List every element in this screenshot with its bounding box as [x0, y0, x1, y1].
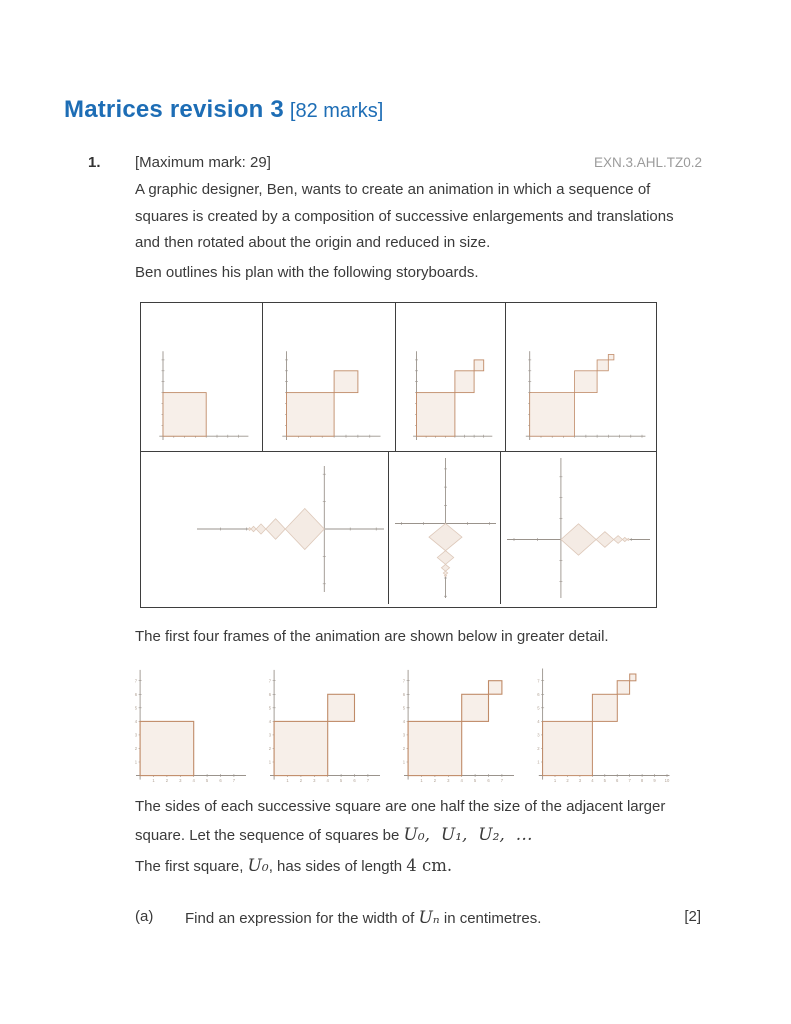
svg-text:7: 7: [366, 778, 370, 783]
svg-text:3: 3: [578, 778, 582, 783]
svg-text:2: 2: [268, 746, 272, 751]
svg-text:7: 7: [268, 678, 272, 684]
svg-text:5: 5: [603, 778, 606, 783]
storyboard-cell-4: [506, 303, 656, 451]
svg-text:6: 6: [219, 778, 222, 783]
sides-line-2-text: square. Let the sequence of squares be: [135, 827, 404, 844]
svg-text:2: 2: [537, 746, 540, 751]
animation-frame-1-figure: [130, 655, 252, 785]
svg-text:3: 3: [179, 778, 182, 783]
storyboard-cell-7: [501, 452, 656, 604]
svg-text:5: 5: [473, 778, 477, 783]
u0-math: U₀: [247, 856, 269, 876]
page-title: [64, 88, 383, 125]
svg-text:4: 4: [537, 719, 540, 724]
storyboard-cell-2: [263, 303, 396, 451]
svg-text:1: 1: [134, 759, 138, 765]
first-square-text: The first square,: [135, 858, 248, 875]
storyboard-frame-7-figure: [507, 458, 650, 598]
storyboard-caption: Ben outlines his plan with the following storyboards.: [135, 264, 479, 281]
sides-line-2: [135, 821, 665, 850]
svg-text:1: 1: [553, 778, 557, 783]
question-header: [88, 154, 702, 174]
part-a-prefix: Find an expression for the width of: [185, 910, 419, 927]
un-math: Uₙ: [418, 908, 440, 928]
svg-text:6: 6: [537, 691, 540, 697]
svg-text:5: 5: [205, 778, 209, 783]
intro-line: and then rotated about the origin and reduced in size.: [135, 234, 491, 251]
frames-caption: The first four frames of the animation are shown below in greater detail.: [135, 628, 609, 645]
svg-text:4: 4: [192, 778, 195, 783]
svg-text:6: 6: [353, 778, 356, 783]
sequence-math: U₀, U₁, U₂, …: [403, 825, 533, 845]
svg-text:7: 7: [134, 678, 138, 684]
part-a-label: (a): [135, 908, 154, 925]
svg-text:2: 2: [402, 746, 406, 751]
svg-text:2: 2: [566, 778, 569, 783]
question-intro-paragraph: [135, 177, 674, 257]
max-mark-label: [Maximum mark: 29]: [135, 154, 271, 171]
svg-text:4: 4: [591, 778, 594, 783]
svg-text:2: 2: [433, 778, 437, 783]
svg-text:3: 3: [537, 732, 540, 738]
svg-text:3: 3: [313, 778, 316, 783]
svg-text:6: 6: [134, 691, 138, 697]
storyboard-cell-6: [389, 452, 501, 604]
storyboard-frame-1-figure: [149, 312, 257, 446]
sides-paragraph: [135, 793, 665, 850]
length-value: 4 cm.: [406, 856, 453, 875]
svg-text:4: 4: [460, 778, 463, 783]
svg-text:6: 6: [402, 691, 406, 697]
animation-frame-4-figure: [532, 655, 672, 785]
svg-text:3: 3: [134, 732, 138, 738]
part-a-suffix: in centimetres.: [439, 910, 542, 927]
svg-text:4: 4: [134, 719, 138, 724]
svg-text:7: 7: [232, 778, 236, 783]
first-square-mid: , has sides of length: [268, 858, 407, 875]
svg-text:1: 1: [537, 759, 540, 765]
svg-text:3: 3: [402, 732, 406, 738]
storyboard-frame-6-figure: [395, 458, 496, 598]
storyboard-frame-4-figure: [514, 312, 651, 446]
storyboard-frame-5-figure: [197, 466, 384, 592]
storyboard-frame-2-figure: [271, 312, 390, 446]
svg-text:1: 1: [152, 778, 155, 783]
svg-text:5: 5: [339, 778, 343, 783]
animation-frame-2-figure: [264, 655, 386, 785]
svg-text:4: 4: [326, 778, 329, 783]
svg-text:2: 2: [165, 778, 169, 783]
svg-text:3: 3: [268, 732, 272, 738]
animation-frames-row: [130, 655, 672, 785]
part-a-text: [185, 908, 541, 928]
svg-text:7: 7: [628, 778, 631, 783]
storyboard-cell-1: [141, 303, 263, 451]
svg-text:5: 5: [268, 705, 272, 711]
svg-text:7: 7: [402, 678, 406, 684]
svg-text:6: 6: [616, 778, 619, 783]
storyboard-cell-5: [141, 452, 389, 604]
svg-text:3: 3: [447, 778, 450, 783]
storyboard-table: [140, 302, 657, 608]
svg-text:10: 10: [664, 778, 670, 783]
storyboard-frame-3-figure: [404, 312, 500, 446]
svg-text:4: 4: [402, 719, 406, 724]
svg-text:2: 2: [299, 778, 303, 783]
svg-text:1: 1: [420, 778, 423, 783]
sides-line-1: The sides of each successive square are one half the size of the adjacent larger: [135, 798, 666, 815]
svg-text:1: 1: [286, 778, 289, 783]
part-a-row: [135, 906, 701, 928]
storyboard-row-top: [141, 303, 656, 452]
svg-text:5: 5: [537, 705, 540, 711]
animation-frame-3-figure: [398, 655, 520, 785]
storyboard-row-bottom: [141, 452, 656, 604]
svg-text:5: 5: [134, 705, 138, 711]
svg-text:9: 9: [653, 778, 656, 783]
intro-line: A graphic designer, Ben, wants to create an animation in which a sequence of: [135, 181, 651, 198]
svg-text:4: 4: [268, 719, 272, 724]
svg-text:1: 1: [402, 759, 406, 765]
page-title-text: Matrices revision 3: [64, 96, 284, 123]
svg-text:6: 6: [487, 778, 490, 783]
first-square-line: [135, 853, 452, 881]
svg-text:7: 7: [537, 678, 540, 684]
question-number: 1.: [88, 154, 101, 171]
question-code: EXN.3.AHL.TZ0.2: [593, 155, 702, 170]
svg-text:7: 7: [500, 778, 504, 783]
svg-text:5: 5: [402, 705, 406, 711]
part-a-marks: [2]: [684, 908, 701, 925]
svg-text:1: 1: [268, 759, 272, 765]
svg-text:2: 2: [134, 746, 138, 751]
storyboard-cell-3: [396, 303, 506, 451]
page-title-marks: [82 marks]: [289, 100, 384, 122]
intro-line: squares is created by a composition of successive enlargements and translations: [135, 207, 674, 225]
svg-text:6: 6: [268, 691, 272, 697]
svg-text:8: 8: [640, 778, 644, 783]
